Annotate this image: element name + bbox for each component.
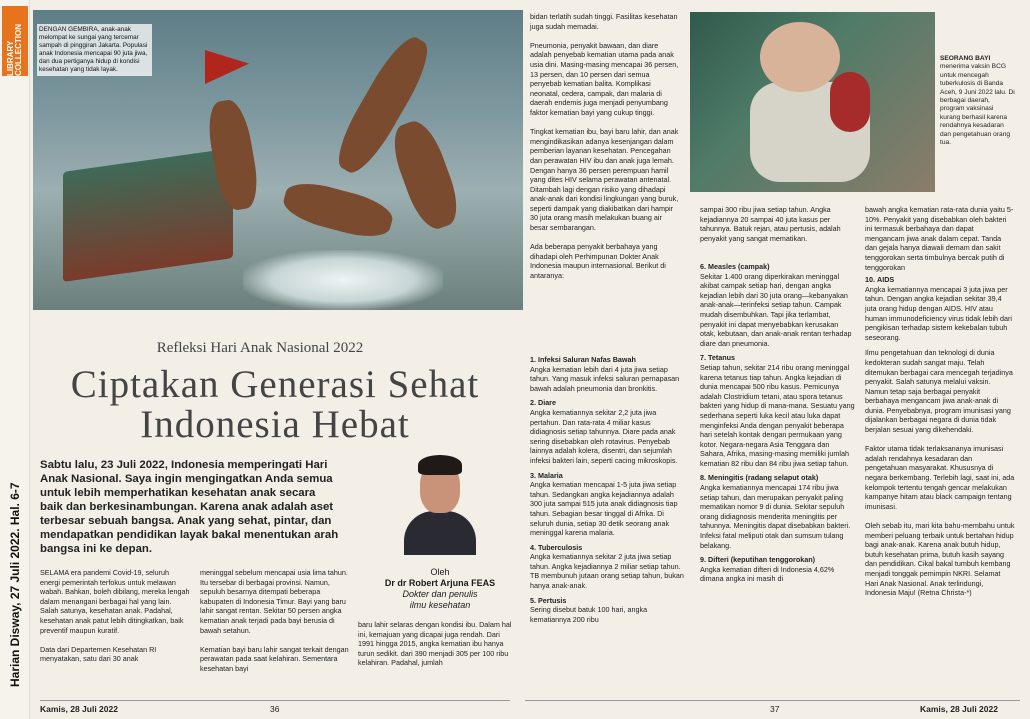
- item-title: Pertusis: [538, 595, 567, 605]
- item-body: Sering disebut batuk 100 hari, angka kematiannya 200 ribu: [530, 605, 648, 624]
- byline: [365, 567, 515, 611]
- item-number: 8.: [700, 473, 706, 483]
- item-title: Malaria: [538, 470, 563, 480]
- author-role-2: ilmu kesehatan: [409, 600, 471, 610]
- disease-item: [700, 473, 855, 550]
- item-number: 7.: [700, 353, 706, 363]
- disease-list-1: [530, 355, 685, 624]
- disease-item: [530, 543, 685, 591]
- item-body: Angka kematian difteri di Indonesia 4,62% dimana angka ini masih di: [700, 564, 835, 584]
- item-title: Tuberculosis: [538, 542, 583, 552]
- boat-shape: [63, 148, 233, 282]
- item-number: 2.: [530, 398, 536, 408]
- baby-photo-caption: [940, 55, 1015, 147]
- footer-rule-right: [525, 700, 1020, 701]
- column-6-intro: bawah angka kematian rata-rata dunia yaitu 5-10%. Penyakit yang disebabkan oleh bakteri ini termasuk berbahaya dan dapat mengancam jiwa anak dalam cepat. Tanda dan gejala hanya diawali demam dan sakit tenggorokan serta timbulnya bercak putih di tenggorokan: [865, 205, 1014, 272]
- item-title: Measles (campak): [708, 262, 770, 271]
- footer-date-left: Kamis, 28 Juli 2022: [40, 704, 118, 714]
- item-title: AIDS: [877, 275, 895, 285]
- item-body: Angka kematiannya sekitar 2,2 juta jiwa pertahun. Dan rata-rata 4 miliar kasus didiagnosis setiap tahunnya. Diare pada anak sering disebabkan oleh rotavirus. Penyebab lainnya adalah kolera, disentri, dan sejumlah infeksi bakteri lain, seperti cacing mikroskopis.: [530, 407, 678, 465]
- item-body: Angka kematian lebih dari 4 juta jiwa setiap tahun. Yang masuk infeksi saluran pernapasan bawah adalah pneumonia dan bronkitis.: [530, 364, 680, 393]
- item-body: Sekitar 1.400 orang diperkirakan meninggal akibat campak setiap hari, dengan angka kejadian lebih dari 30 juta orang—kebanyakan anak-anak—terinfeksi setiap tahun. Campak mudah disembuhkan. Tapi jika terlambat, penyakit ini dapat menyebabkan kerusakan otak, kebutaan, dan anak-anak rentan terhadap diare dan pneumonia.: [700, 271, 852, 348]
- item-title: Diare: [538, 398, 556, 408]
- disease-item: [530, 355, 685, 393]
- disease-item: [700, 262, 855, 348]
- item-body: Angka kematiannya mencapai 174 ribu jiwa setiap tahun, dan merupakan penyakit paling mematikan nomor 9 di dunia. Sekitar sepuluh orang didiagnosis menderita meningitis per tahunnya. Meningitis dapat disebabkan bakteri. Infeksi fatal meliputi otak dan sumsum tulang belakang.: [700, 483, 851, 550]
- item-body: Setiap tahun, sekitar 214 ribu orang meninggal karena tetanus tiap tahun. Angka kejadian di dunia mencapai 500 ribu kasus. Pemicunya adalah Clostridium tetani, atau spora tetanus bakteri yang hidup di mana-mana. Sesuatu yang sederhana seperti luka kecil atau luka dapat menginfeksi Anda dengan penyakit beberapa hari setelah kontak dengan permukaan yang kotor. Negara-negara Asia Tenggara dan Sahara, Afrika, masing-masing memiliki jumlah kematian 82 ribu dan 84 ribu jiwa setiap tahun.: [700, 362, 855, 468]
- caption-body: menerima vaksin BCG untuk mencegah tuberkulosis di Banda Aceh, 9 Juni 2022 lalu. Di berbagai daerah, program vaksinasi kurang berhasil karena rendahnya kesadaran dan pengetahuan orang tua.: [940, 63, 1015, 147]
- child-figure: [386, 116, 466, 235]
- body-column-6: [865, 205, 1015, 598]
- footer-rule-left: [40, 700, 510, 701]
- body-column-5: sampai 300 ribu jiwa setiap tahun. Angka kejadiannya 20 sampai 40 juta kasus per tahunnya. Batuk rejan, atau pertusis, adalah penyakit yang sangat mematikan.: [700, 205, 841, 243]
- page-number-right: 37: [770, 704, 780, 714]
- footer-date-right: Kamis, 28 Juli 2022: [920, 704, 998, 714]
- item-number: 3.: [530, 470, 536, 480]
- disease-item: [530, 471, 685, 538]
- item-title: Infeksi Saluran Nafas Bawah: [538, 355, 636, 364]
- author-name: Dr dr Robert Arjuna FEAS: [384, 578, 496, 588]
- item-number: 10.: [865, 275, 875, 285]
- portrait-hair: [418, 455, 462, 475]
- item-body: Angka kematiannya mencapai 3 juta jiwa per tahun. Dengan angka kejadian sekitar 39,4 juta orang hidup dengan AIDS. HIV atau human immunodeficiency virus tidak lebih dari pengikisan terhadap sistem kekebalan tubuh seseorang.: [865, 284, 1013, 342]
- portrait-suit: [404, 511, 476, 555]
- item-title: Meningitis (radang selaput otak): [708, 473, 819, 483]
- column-6-closing: Ilmu pengetahuan dan teknologi di dunia kedokteran sudah sangat maju. Telah ditemukan berbagai cara mencegah terjadinya penyakit. Salah satunya melalui vaksin. Namun tetap saja berbagai penyakit berbahaya mengancam jiwa anak-anak di dunia. Penyebabnya, program imunisasi yang dijalankan berbagai negara di dunia tidak berjalan sesuai yang dikehendaki. Faktor utama tidak terlaksananya imunisasi adalah rendahnya kesadaran dan pengetahuan masyarakat. Khususnya di negara berkembang. Terlebih lagi, saat ini, ada kelompok tertentu tengah gencar melakukan kampanye hitam atau black campaign tentang imunisasi. Oleh sebab itu, mari kita bahu-membahu untuk memberi peluang terbaik untuk bertahan hidup bagi anak-anak. Karena anak butuh hidup, butuh kesehatan prima, butuh kasih sayang dan pendidikan. Cikal bakal tumbuh kembang menjadi tonggak pemimpin NKRI. Selamat Hari Anak Nasional. Anak terlindungi, Indonesia Maju! (Retna Christa-*): [865, 348, 1015, 598]
- child-figure: [280, 176, 397, 243]
- item-title: Tetanus: [708, 353, 736, 363]
- item-number: 6.: [700, 262, 706, 271]
- lead-paragraph: Sabtu lalu, 23 Juli 2022, Indonesia memperingati Hari Anak Nasional. Saya ingin mengingatkan Anda semua untuk lebih memperhatikan kesehatan anak secara baik dan berkesinambungan. Karena anak adalah aset terbesar sebuah bangsa. Anak yang sehat, pintar, dan mendapatkan pendidikan layak bakal menentukan arah bangsa ini ke depan.: [40, 459, 339, 555]
- body-column-2: meninggal sebelum mencapai usia lima tahun. Itu tersebar di berbagai provinsi. Namun, sepuluh besarnya ditempati beberapa kabupaten di Indonesia Timur. Bayi yang baru lahir sangat rentan. Sekitar 50 persen angka kematian anak terjadi pada bayi berusia di bawah setahun. Kematian bayi baru lahir sangat terkait dengan perawatan pada saat kelahiran. Sementara kesehatan bayi: [200, 568, 349, 673]
- headline: [40, 365, 510, 445]
- page-number-left: 36: [270, 704, 280, 714]
- red-flag: [205, 50, 249, 84]
- caption-title: SEORANG BAYI: [940, 55, 991, 62]
- item-number: 1.: [530, 355, 536, 364]
- disease-list-2: [700, 262, 855, 584]
- author-role-1: Dokter dan penulis: [402, 589, 478, 599]
- library-collection-stamp: LIBRARY COLLECTION: [2, 6, 28, 76]
- headline-line-1: Ciptakan Generasi Sehat: [70, 363, 480, 406]
- item-body: Angka kematiannya sekitar 2 juta jiwa setiap tahun. Angka kejadiannya 2 miliar setiap tahun. TB membunuh jutaan orang setiap tahun, bukan hanya anak-anak.: [530, 552, 684, 591]
- item-title: Difteri (keputihan tenggorokan): [708, 555, 816, 565]
- photo-caption: DENGAN GEMBIRA, anak-anak melompat ke sungai yang tercemar sampah di pinggiran Jakarta. Populasi anak Indonesia mencapai 90 juta jiwa, dan dua pertiganya hidup di kondisi kesehatan yang tidak layak.: [37, 24, 152, 76]
- left-margin: [0, 0, 30, 719]
- item-number: 4.: [530, 542, 536, 552]
- item-number: 5.: [530, 595, 536, 605]
- disease-item: [530, 398, 685, 465]
- baby-vaccine-photo: [690, 12, 935, 192]
- body-column-1: SELAMA era pandemi Covid-19, seluruh energi pemerintah terfokus untuk melawan wabah. Bahkan, boleh dibilang, mereka lengah dalam menangani berbagai hal yang lain. Salah satunya, kesehatan anak. Padahal, kesehatan anak patut lebih ditingkatkan, baik preventif maupun kuratif. Data dari Departemen Kesehatan RI menyatakan, satu dari 30 anak: [40, 568, 190, 664]
- item-number: 9.: [700, 555, 706, 565]
- author-portrait: [400, 455, 480, 555]
- body-column-4: bidan terlatih sudah tinggi. Fasilitas kesehatan juga sudah memadai. Pneumonia, penyakit bawaan, dan diare adalah penyebab kematian utama pada anak usia dini. Masing-masing mencapai 36 persen, 13 persen, dan 10 persen dari semua penyebab kematian balita. Komplikasi neonatal, cedera, campak, dan malaria di daerah endemis juga menjadi penyumbang faktor kematian bayi yang cukup tinggi. Tingkat kematian ibu, bayi baru lahir, dan anak mengindikasikan adanya kesenjangan dalam pemberian layanan kesehatan. Pencegahan dan perawatan HIV ibu dan anak juga lemah. Dengan hanya 36 persen perempuan hamil yang dites HIV selama perawatan antenatal. Ditambah lagi dengan risiko yang dihadapi anak-anak dari kondisi lingkungan yang buruk, seperti dampak yang diakibatkan dari hampir 30 juta orang masih melakukan buang air besar sembarangan. Ada beberapa penyakit berbahaya yang dihadapi oleh Perhimpunan Dokter Anak Indonesia maupun internasional. Berikut di antaranya:: [530, 12, 679, 281]
- kicker: Refleksi Hari Anak Nasional 2022: [156, 340, 364, 356]
- headline-line-2: Indonesia Hebat: [140, 403, 410, 446]
- disease-item: [865, 275, 1015, 342]
- body-column-3: baru lahir selaras dengan kondisi ibu. Dalam hal ini, kemajuan yang dicapai juga rendah. Dari 1991 hingga 2015, angka kematian ibu hanya turun sedikit. dari 390 menjadi 305 per 100 ribu kelahiran. Padahal, jumlah: [358, 620, 512, 668]
- baby-face: [760, 22, 840, 92]
- item-body: Angka kematian mencapai 1-5 juta jiwa setiap tahun. Sedangkan angka kejadiannya adalah 300 juta sampai 515 juta anak didiagnosis tiap tahun. Sebagian besar tinggal di Afrika. Di seluruh dunia, setiap 30 detik seorang anak meninggal karena malaria.: [530, 480, 678, 538]
- byline-by: Oleh: [430, 567, 450, 577]
- source-citation: Harian Disway, 27 Juli 2022. Hal. 6-7: [8, 482, 22, 688]
- disease-item: [700, 353, 855, 468]
- water-splash: [243, 250, 443, 310]
- disease-item: [530, 596, 685, 625]
- red-cloth: [830, 72, 870, 132]
- disease-item: [700, 555, 855, 584]
